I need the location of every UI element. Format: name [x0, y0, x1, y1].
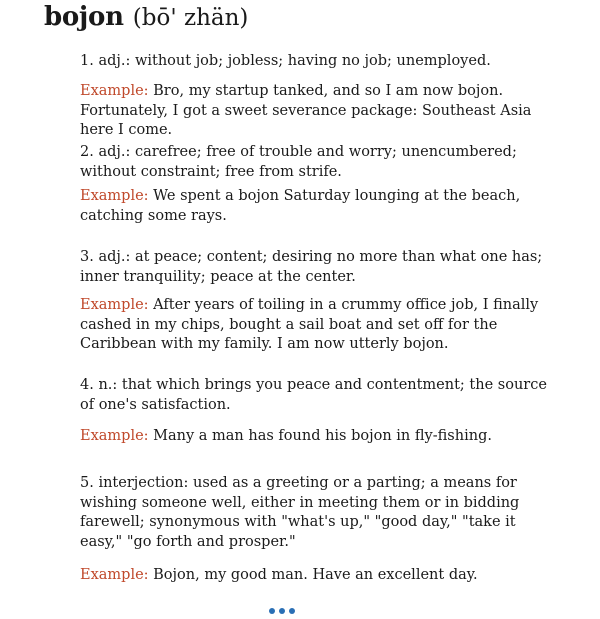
- example-text: We spent a bojon Saturday lounging at the beach, catching some rays.: [80, 188, 521, 224]
- definition-3: 3. adj.: at peace; content; desiring no more than what one has; inner tranquility; peace at the center.: [80, 249, 543, 285]
- dot: [289, 608, 295, 614]
- ellipsis-icon[interactable]: [269, 607, 295, 615]
- dot: [279, 608, 285, 614]
- example-label: Example:: [80, 188, 149, 204]
- example-text: After years of toiling in a crummy office job, I finally cashed in my chips, bought a sail boat and set off for the Caribbean with my family. I am now utterly bojon.: [80, 297, 539, 352]
- example-text: Bro, my startup tanked, and so I am now bojon. Fortunately, I got a sweet severance package: Southeast Asia here I come.: [80, 83, 532, 138]
- example-text: Bojon, my good man. Have an excellent day.: [153, 567, 478, 583]
- example-label: Example:: [80, 297, 149, 313]
- dot: [269, 608, 275, 614]
- example-3: [80, 296, 550, 355]
- example-2: [80, 187, 550, 226]
- definition-4: 4. n.: that which brings you peace and contentment; the source of one's satisfaction.: [80, 377, 547, 413]
- example-4: [80, 427, 550, 447]
- example-label: Example:: [80, 83, 149, 99]
- example-text: Many a man has found his bojon in fly-fishing.: [153, 428, 492, 444]
- example-label: Example:: [80, 567, 149, 583]
- example-1: [80, 82, 550, 141]
- entry-header: [44, 2, 248, 32]
- example-5: [80, 566, 550, 586]
- example-label: Example:: [80, 428, 149, 444]
- definition-1: 1. adj.: without job; jobless; having no job; unemployed.: [80, 53, 491, 69]
- definition-5: 5. interjection: used as a greeting or a parting; a means for wishing someone well, either in meeting them or in bidding farewell; synonymous with "what's up," "good day," "take it easy," "go forth and prosper.": [80, 475, 520, 550]
- definition-2: 2. adj.: carefree; free of trouble and worry; unencumbered; without constraint; free from strife.: [80, 144, 517, 180]
- headword: bojon: [44, 2, 124, 32]
- pronunciation: (bō' zhän): [132, 5, 249, 31]
